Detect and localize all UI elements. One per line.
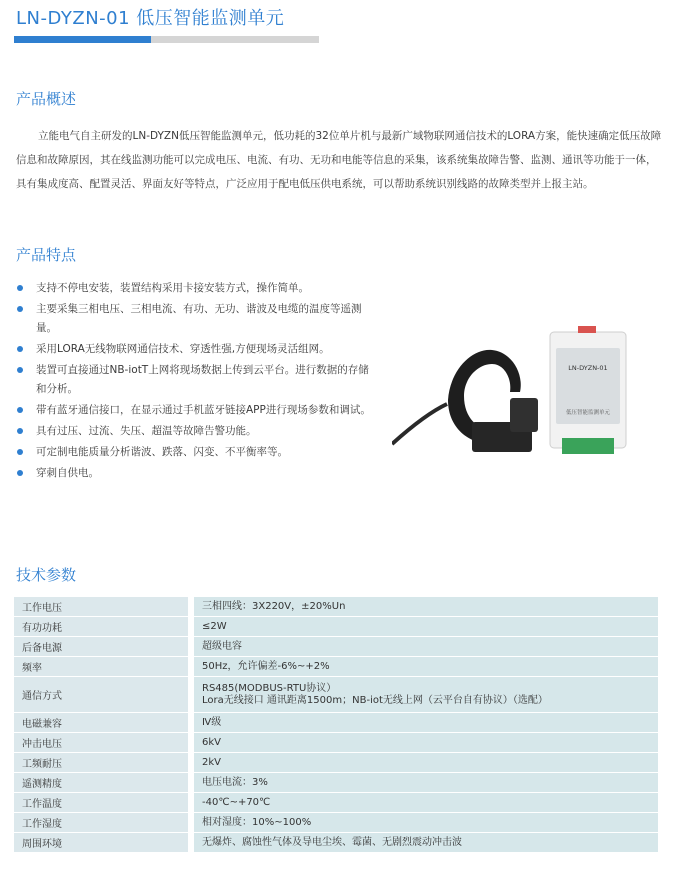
device-indicator [578, 326, 596, 333]
table-row [14, 733, 658, 753]
spec-key: 电磁兼容 [14, 713, 191, 733]
spec-key: 后备电源 [14, 637, 191, 657]
feature-text: 支持不停电安装，装置结构采用卡接安装方式，操作简单。 [36, 282, 309, 294]
spec-key: 周围环境 [14, 833, 191, 853]
feature-item [16, 401, 378, 420]
feature-text: 装置可直接通过NB-iotT上网将现场数据上传到云平台。进行数据的存储和分析。 [36, 364, 369, 395]
table-row [14, 713, 658, 733]
bullet-icon [17, 407, 23, 413]
spec-value: 超级电容 [191, 637, 658, 657]
spec-key: 遥测精度 [14, 773, 191, 793]
features-heading: 产品特点 [16, 246, 77, 264]
spec-key: 冲击电压 [14, 733, 191, 753]
title-underline [14, 36, 319, 43]
spec-key: 有功功耗 [14, 617, 191, 637]
table-row [14, 773, 658, 793]
bullet-icon [17, 346, 23, 352]
feature-item [16, 443, 378, 462]
feature-text: 采用LORA无线物联网通信技术、穿透性强,方便现场灵活组网。 [36, 343, 330, 355]
feature-item [16, 464, 378, 483]
spec-value: Ⅳ级 [191, 713, 658, 733]
spec-value: -40℃~+70℃ [191, 793, 658, 813]
bullet-icon [17, 285, 23, 291]
table-row [14, 657, 658, 677]
spec-value: 相对湿度：10%~100% [191, 813, 658, 833]
title-underline-accent [14, 36, 151, 43]
table-row [14, 617, 658, 637]
table-row [14, 793, 658, 813]
specs-heading: 技术参数 [16, 566, 77, 584]
feature-item [16, 361, 378, 399]
spec-value: 无爆炸、腐蚀性气体及导电尘埃、霉菌、无剧烈震动冲击波 [191, 833, 658, 853]
spec-key: 通信方式 [14, 677, 191, 713]
terminal-block [562, 438, 614, 454]
feature-text: 主要采集三相电压、三相电流、有功、无功、谐波及电缆的温度等遥测量。 [36, 303, 362, 334]
table-row [14, 833, 658, 853]
clamp-latch [510, 398, 538, 432]
page-title: LN-DYZN-01 低压智能监测单元 [16, 8, 285, 29]
device-label: LN-DYZN-01 [568, 364, 608, 372]
table-row [14, 677, 658, 713]
spec-value-line: Lora无线接口 通讯距离1500m；NB-iot无线上网（云平台自有协议）（选配） [202, 694, 548, 706]
table-row [14, 813, 658, 833]
feature-item [16, 300, 378, 338]
table-row [14, 637, 658, 657]
bullet-icon [17, 367, 23, 373]
table-row [14, 753, 658, 773]
overview-text: 立能电气自主研发的LN-DYZN低压智能监测单元，低功耗的32位单片机与最新广域物联网通信技术的LORA方案，能快速确定低压故障信息和故障原因，其在线监测功能可以完成电压、电流、有功、无功和电能等信息的采集，该系统集故障告警、监测、通讯等功能于一体，具有集成度高、配置灵活、界面友好等特点，广泛应用于配电低压供电系统，可以帮助系统识别线路的故障类型并上报主站。 [16, 130, 662, 190]
product-photo [392, 326, 632, 476]
spec-value: 2kV [191, 753, 658, 773]
features-list [16, 279, 378, 485]
spec-value: 电压电流：3% [191, 773, 658, 793]
bullet-icon [17, 428, 23, 434]
spec-key: 工作电压 [14, 597, 191, 617]
feature-item [16, 422, 378, 441]
specs-table [14, 597, 658, 853]
spec-value: 6kV [191, 733, 658, 753]
spec-value [191, 677, 658, 713]
table-row [14, 597, 658, 617]
spec-value: ≤2W [191, 617, 658, 637]
cable [392, 404, 447, 444]
feature-text: 可定制电能质量分析谐波、跌落、闪变、不平衡率等。 [36, 446, 288, 458]
feature-text: 具有过压、过流、失压、超温等故障告警功能。 [36, 425, 257, 437]
spec-key: 频率 [14, 657, 191, 677]
bullet-icon [17, 449, 23, 455]
spec-key: 工作湿度 [14, 813, 191, 833]
spec-value-line: RS485(MODBUS-RTU协议） [202, 682, 337, 694]
spec-key: 工频耐压 [14, 753, 191, 773]
feature-text: 穿刺自供电。 [36, 467, 99, 479]
bullet-icon [17, 470, 23, 476]
feature-item [16, 279, 378, 298]
overview-heading: 产品概述 [16, 90, 77, 108]
spec-value: 三相四线：3X220V，±20%Un [191, 597, 658, 617]
feature-item [16, 340, 378, 359]
feature-text: 带有蓝牙通信接口，在显示通过手机蓝牙链接APP进行现场参数和调试。 [36, 404, 371, 416]
device-sublabel: 低压智能监测单元 [565, 410, 611, 416]
spec-key: 工作温度 [14, 793, 191, 813]
bullet-icon [17, 306, 23, 312]
spec-value: 50Hz，允许偏差-6%~+2% [191, 657, 658, 677]
